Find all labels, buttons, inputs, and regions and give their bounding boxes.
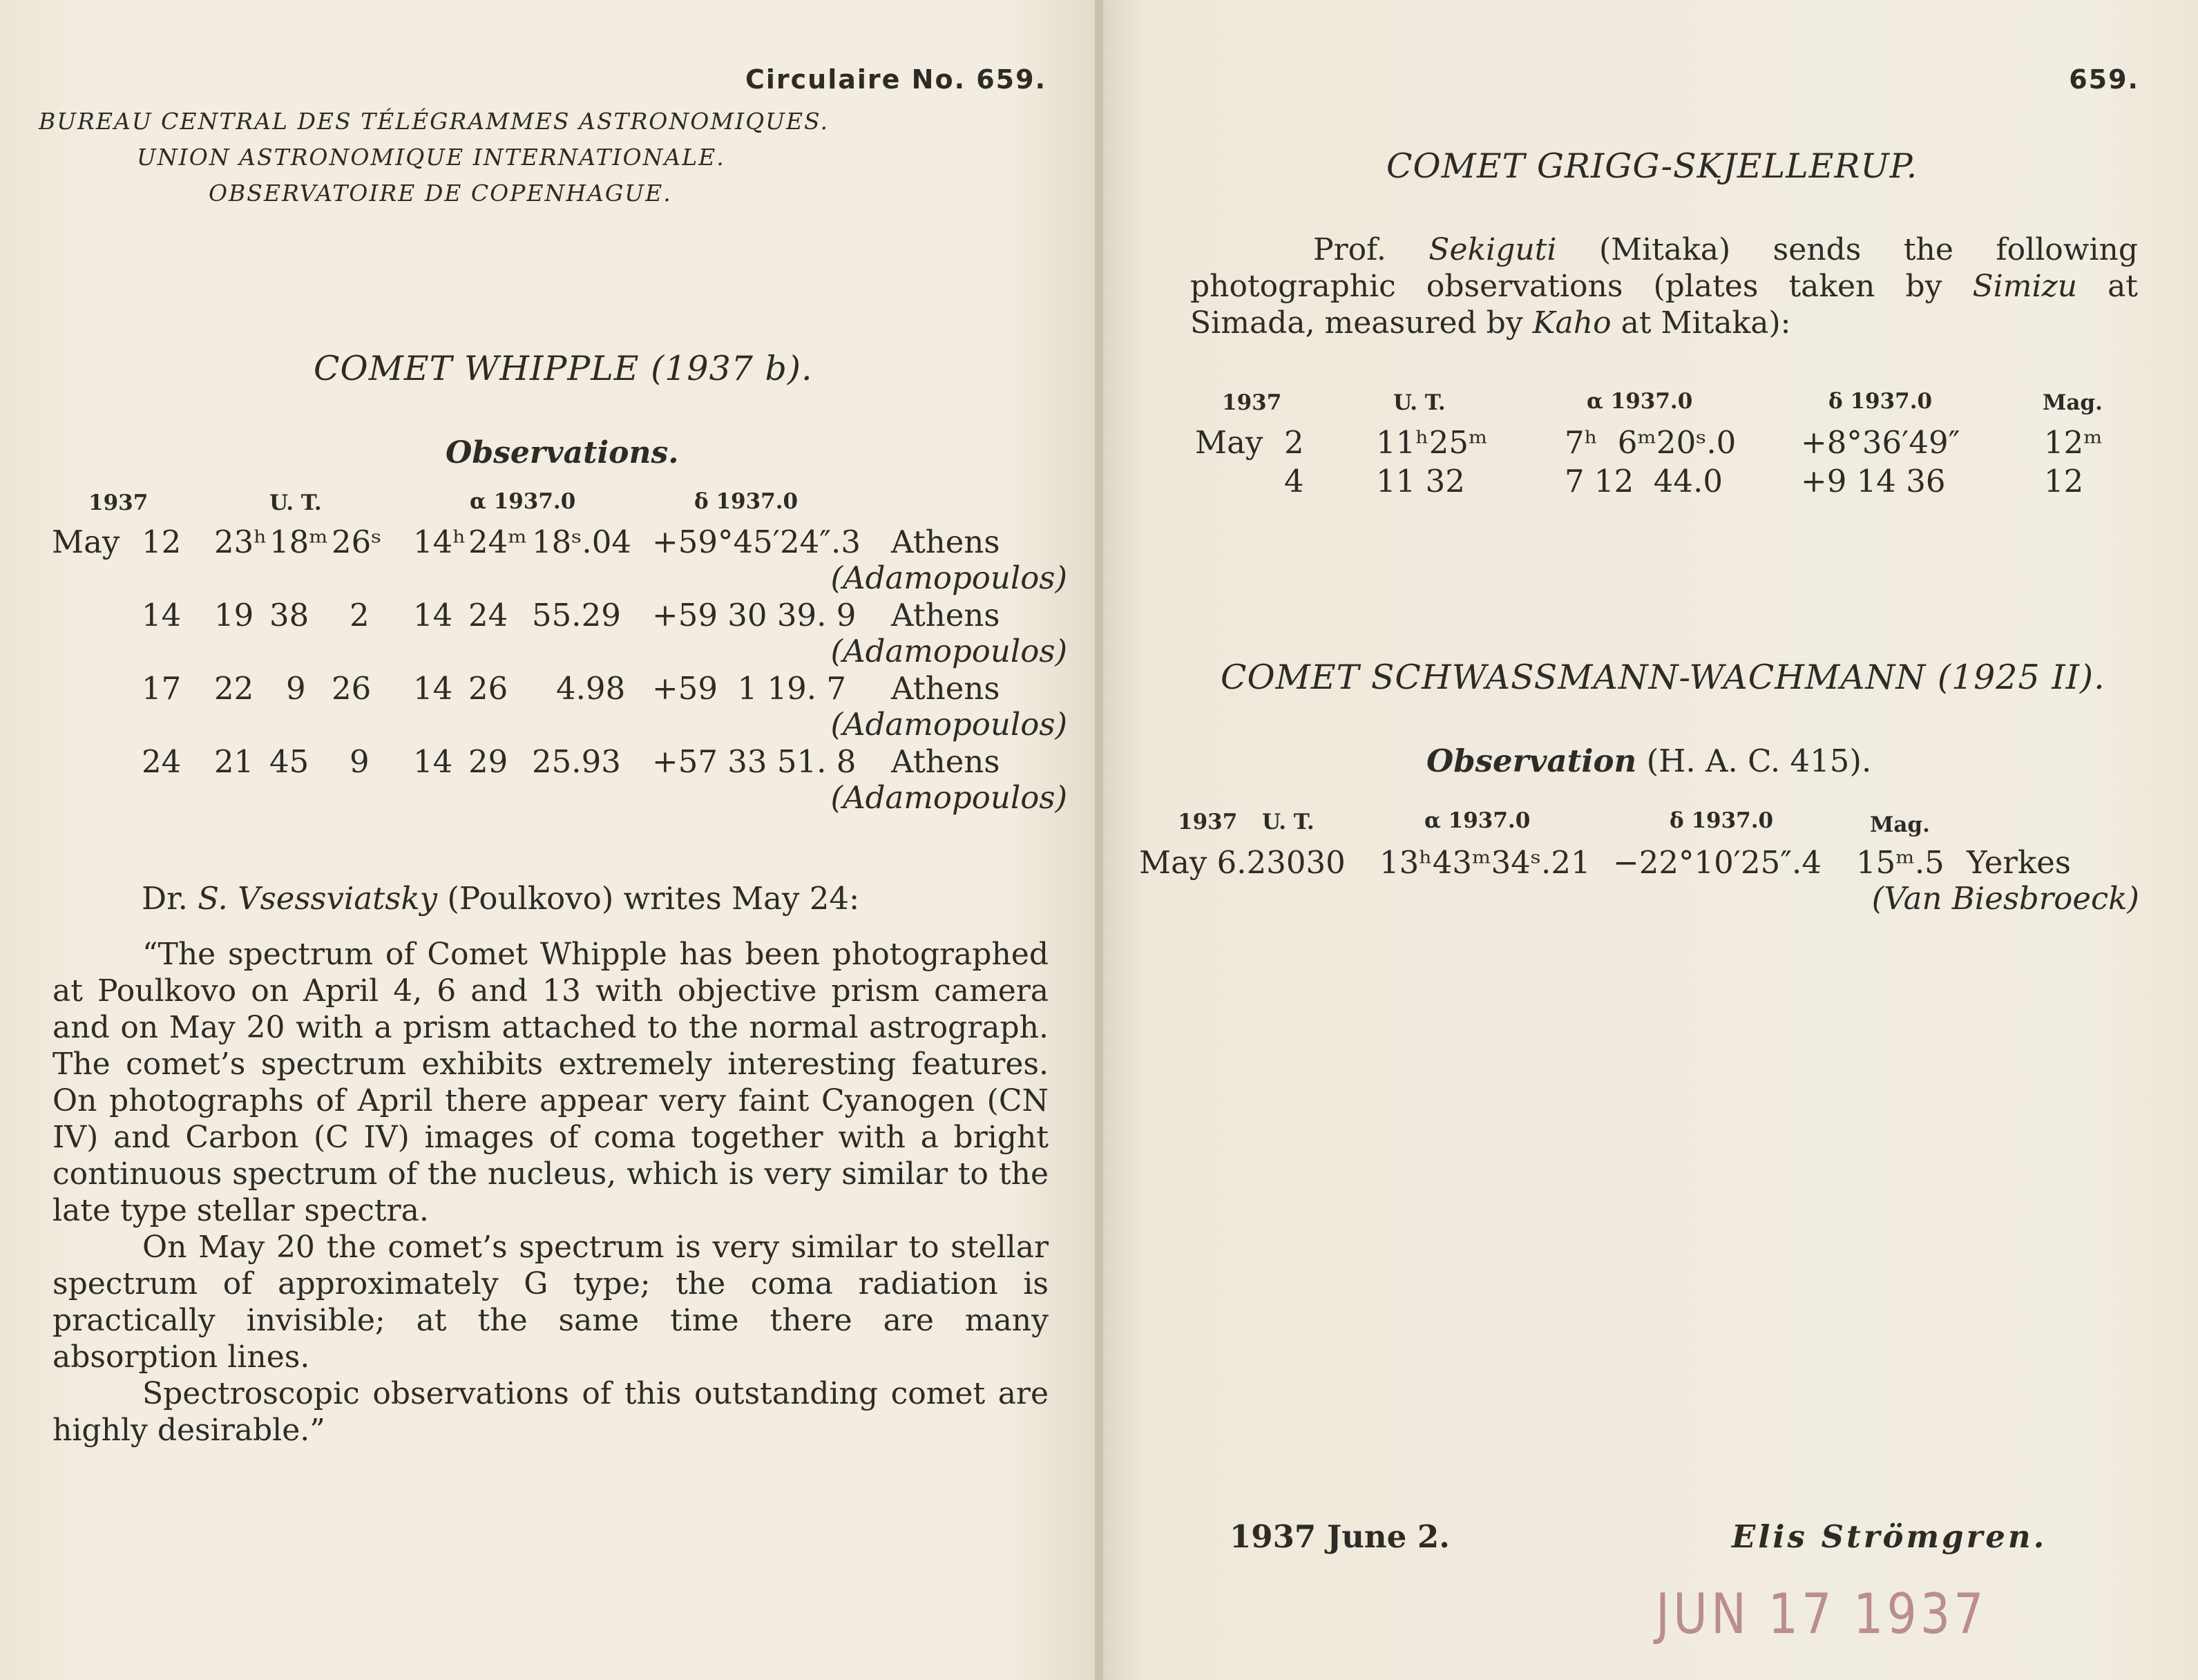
grigg-row2-mag: 12 — [2044, 463, 2084, 499]
col-header-ra: α 1937.0 — [470, 489, 576, 514]
grigg-header-year: 1937 — [1222, 390, 1282, 415]
schwass-header-year: 1937 — [1178, 810, 1238, 834]
grigg-row2-dec: +9 14 36 — [1801, 463, 1946, 499]
row4-observer: (Adamopoulos) — [830, 779, 1067, 816]
grigg-intro — [1190, 231, 2138, 341]
row4-place: Athens — [891, 743, 1000, 780]
schwass-ra: 13ʰ43ᵐ34ˢ.21 — [1379, 844, 1591, 881]
letter-intro — [142, 880, 859, 917]
grigg-name-simizu: Simizu — [1972, 269, 2078, 304]
schwass-date: May 6.23030 — [1139, 844, 1346, 881]
grigg-row1-mag: 12ᵐ — [2044, 424, 2103, 461]
row1-ra-h: 14ʰ — [413, 524, 466, 560]
row1-ra-m: 24ᵐ — [468, 524, 527, 560]
row4-ut-h: 21 — [214, 743, 254, 780]
row3-day: 17 — [142, 670, 182, 707]
grigg-intro-4: at Mitaka): — [1611, 305, 1791, 341]
row3-dec: +59 1 19. 7 — [652, 670, 847, 707]
grigg-name-sekiguti: Sekiguti — [1428, 232, 1557, 267]
row4-ra-h: 14 — [413, 743, 453, 780]
row3-ut-m: 9 — [286, 670, 306, 707]
row3-ra-h: 14 — [413, 670, 453, 707]
grigg-row1-month: May — [1195, 424, 1263, 461]
grigg-row2-ra: 7 12 44.0 — [1565, 463, 1723, 499]
col-header-dec: δ 1937.0 — [694, 489, 799, 514]
schwass-subtitle — [1426, 743, 1871, 779]
row2-ut-h: 19 — [214, 597, 254, 633]
circular-number: Circulaire No. 659. — [745, 64, 1047, 95]
grigg-header-ra: α 1937.0 — [1587, 389, 1693, 414]
row4-ra-m: 29 — [468, 743, 508, 780]
signature: Elis Strömgren. — [1732, 1518, 2047, 1555]
right-page — [1103, 0, 2198, 1680]
bureau-line-2: UNION ASTRONOMIQUE INTERNATIONALE. — [137, 144, 725, 171]
letter-paragraph-1: “The spectrum of Comet Whipple has been photographed at Poulkovo on April 4, 6 and 13 with objective prism camera and on May 20 with a prism attached to the normal astrograph. The comet’s spectrum exhibits extremely interesting features. On photographs of April there appear very faint Cyanogen (CN IV) and Carbon (C IV) images of coma together with a bright continuous spectrum of the nucleus, which is very similar to the late type stellar spectra. — [52, 937, 1049, 1228]
letter-paragraph-2: On May 20 the comet’s spectrum is very similar to stellar spectrum of approximately G type; the coma radiation is practically invisible; at the same time there are many absorption lines. — [52, 1230, 1049, 1375]
row3-ra-s: 4.98 — [556, 670, 626, 707]
schwass-subtitle-rest: (H. A. C. 415). — [1636, 743, 1872, 779]
schwass-observer: (Van Biesbroeck) — [1871, 880, 2139, 917]
col-header-ut: U. T. — [269, 490, 322, 515]
bureau-line-3: OBSERVATOIRE DE COPENHAGUE. — [209, 180, 672, 207]
letter-paragraph-3: Spectroscopic observations of this outstanding comet are highly desirable.” — [52, 1376, 1049, 1448]
schwass-subtitle-italic: Observation — [1426, 743, 1637, 779]
row3-ra-m: 26 — [468, 670, 508, 707]
row1-ut-h: 23ʰ — [214, 524, 267, 560]
grigg-header-mag: Mag. — [2043, 390, 2103, 415]
row3-observer: (Adamopoulos) — [830, 706, 1067, 743]
row1-dec: +59°45′24″.3 — [652, 524, 861, 560]
grigg-row2-day: 4 — [1284, 463, 1304, 499]
row2-ut-s: 2 — [350, 597, 370, 633]
grigg-title: COMET GRIGG-SKJELLERUP. — [1386, 146, 1918, 186]
row2-dec: +59 30 39. 9 — [652, 597, 857, 633]
row2-ra-m: 24 — [468, 597, 508, 633]
schwass-dec: −22°10′25″.4 — [1613, 844, 1822, 881]
schwass-header-dec: δ 1937.0 — [1670, 808, 1774, 833]
whipple-subtitle: Observations. — [446, 435, 679, 470]
row1-observer: (Adamopoulos) — [830, 560, 1067, 596]
row4-day: 24 — [142, 743, 182, 780]
row3-ut-h: 22 — [214, 670, 254, 707]
grigg-header-ut: U. T. — [1393, 390, 1446, 415]
row4-ut-m: 45 — [269, 743, 309, 780]
bureau-line-1: BUREAU CENTRAL DES TÉLÉGRAMMES ASTRONOMIQUES. — [39, 108, 829, 135]
row2-ra-s: 55.29 — [532, 597, 621, 633]
row2-observer: (Adamopoulos) — [830, 633, 1067, 669]
received-date-stamp: JUN 17 1937 — [1656, 1582, 1987, 1646]
schwass-header-ra: α 1937.0 — [1424, 808, 1531, 833]
grigg-header-dec: δ 1937.0 — [1828, 389, 1933, 414]
circular-date: 1937 June 2. — [1230, 1518, 1450, 1555]
schwass-mag: 15ᵐ.5 — [1856, 844, 1944, 881]
row3-place: Athens — [891, 670, 1000, 707]
row3-ut-s: 26 — [332, 670, 372, 707]
grigg-row1-ut: 11ʰ25ᵐ — [1376, 424, 1488, 461]
row1-month: May — [52, 524, 120, 560]
binding-gutter — [1095, 0, 1103, 1680]
grigg-row1-dec: +8°36′49″ — [1801, 424, 1960, 461]
row2-day: 14 — [142, 597, 182, 633]
grigg-name-kaho: Kaho — [1532, 305, 1612, 341]
row1-day: 12 — [142, 524, 182, 560]
letter-body — [52, 936, 1049, 1449]
grigg-intro-2: (Mitaka) sends the following photographic observations (plates taken by — [1190, 232, 2138, 304]
schwass-header-mag: Mag. — [1870, 812, 1930, 837]
grigg-row1-ra: 7ʰ 6ᵐ20ˢ.0 — [1565, 424, 1737, 461]
row2-ut-m: 38 — [269, 597, 309, 633]
letter-author: S. Vsessviatsky — [198, 880, 438, 917]
grigg-intro-3: at Simada, measured by — [1190, 269, 2138, 341]
row1-ut-s: 26ˢ — [332, 524, 382, 560]
row4-dec: +57 33 51. 8 — [652, 743, 857, 780]
schwass-place: Yerkes — [1967, 844, 2071, 881]
grigg-row2-ut: 11 32 — [1376, 463, 1465, 499]
grigg-row1-day: 2 — [1284, 424, 1304, 461]
row1-place: Athens — [891, 524, 1000, 560]
schwass-title: COMET SCHWASSMANN-WACHMANN (1925 II). — [1221, 658, 2105, 697]
row2-place: Athens — [891, 597, 1000, 633]
row4-ra-s: 25.93 — [532, 743, 621, 780]
row2-ra-h: 14 — [413, 597, 453, 633]
letter-intro-post: (Poulkovo) writes May 24: — [437, 880, 860, 917]
grigg-intro-1: Prof. — [1313, 232, 1429, 267]
letter-intro-pre: Dr. — [142, 880, 198, 917]
row4-ut-s: 9 — [350, 743, 370, 780]
row1-ra-s: 18ˢ.04 — [532, 524, 631, 560]
row1-ut-m: 18ᵐ — [269, 524, 328, 560]
left-page — [0, 0, 1095, 1680]
schwass-header-ut: U. T. — [1262, 810, 1315, 834]
whipple-title: COMET WHIPPLE (1937 b). — [314, 349, 813, 388]
page-number: 659. — [2069, 64, 2139, 95]
col-header-year: 1937 — [88, 490, 149, 515]
